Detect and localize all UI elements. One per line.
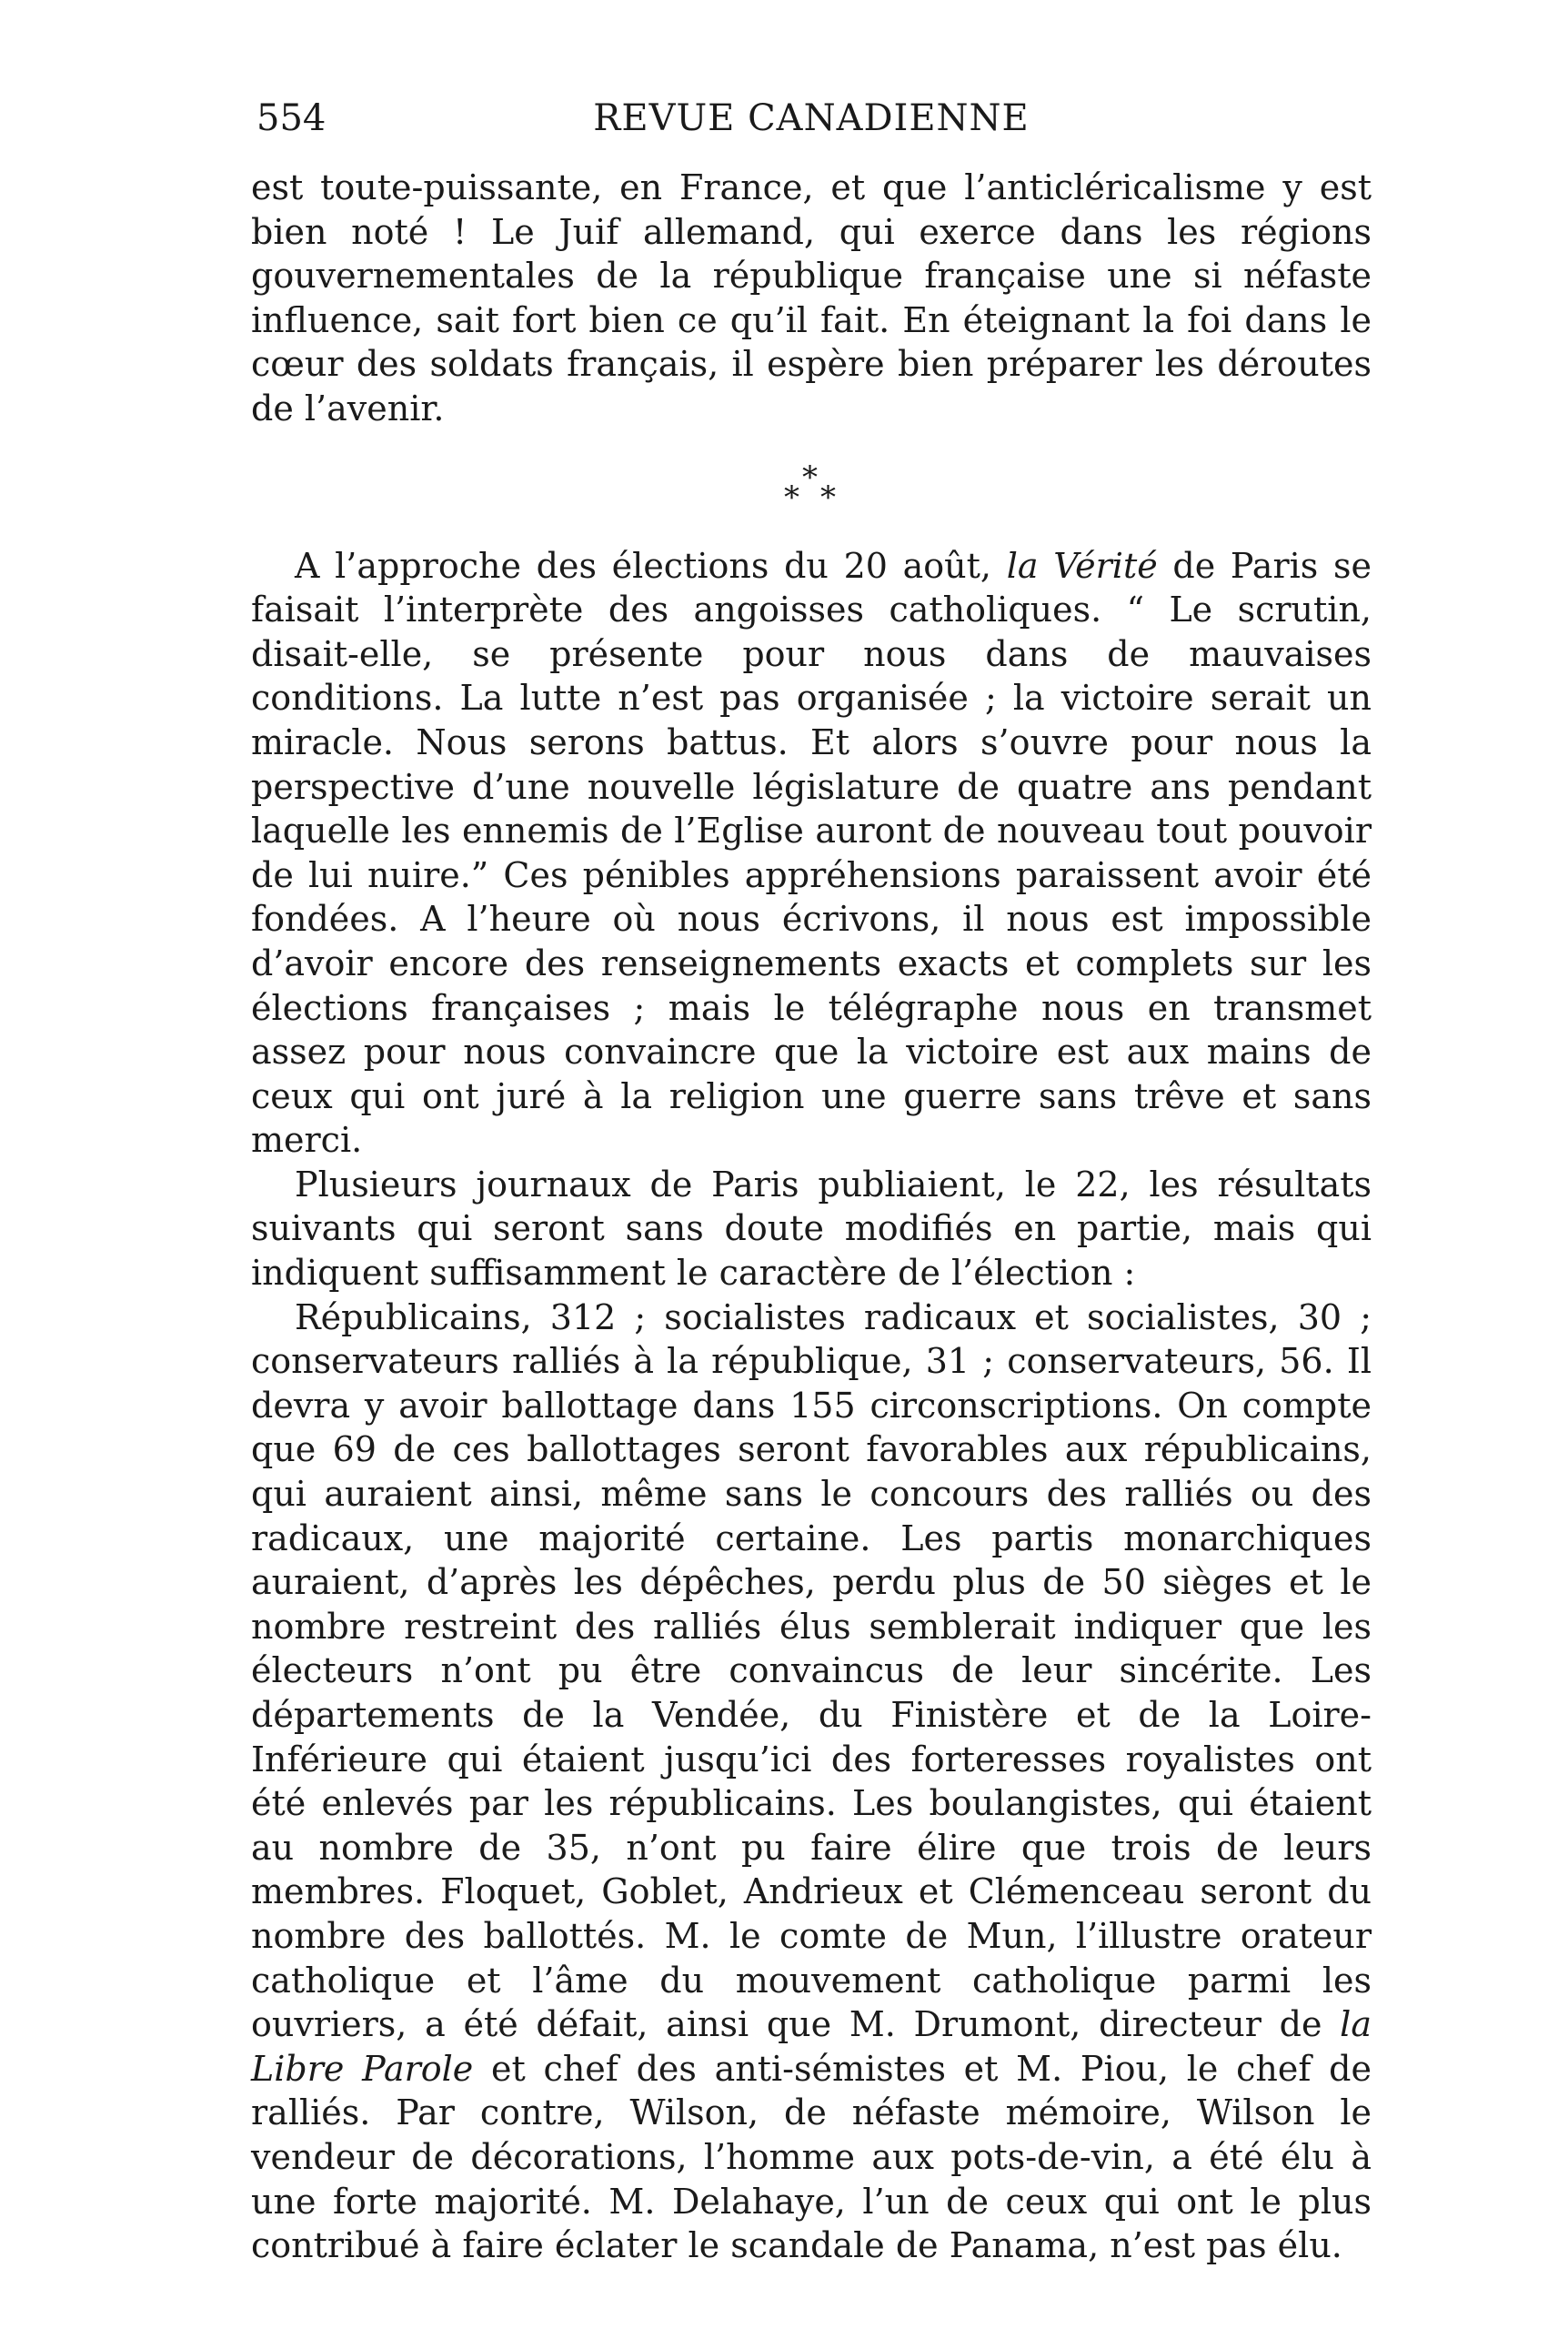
asterism-star-top: *	[802, 459, 818, 496]
paragraph-2-part-c: de Paris se faisait l’interprète des angoisses catholiques. “ Le scrutin, disait-elle, se présente pour nous dans de mauvaises conditions. La lutte n’est pas organisée ; la victoire serait un miracle. Nous serons battus. Et alors s’ouvre pour nous la perspective d’une nouvelle législature de quatre ans pendant laquelle les ennemis de l’Eglise auront de nouveau tout pouvoir de lui nuire.” Ces pénibles appréhensions paraissent avoir été fondées. A l’heure où nous écrivons, il nous est impossible d’avoir encore des renseignements exacts et complets sur les élections françaises ; mais le télégraphe nous en transmet assez pour nous convaincre que la victoire est aux mains de ceux qui ont juré à la religion une guerre sans trêve et sans merci.	[251, 545, 1372, 1161]
newspaper-title-la-verite: la Vérité	[1006, 545, 1158, 586]
paragraph-1: est toute-puissante, en France, et que l’anticléricalisme y est bien noté ! Le Juif allemand, qui exerce dans les régions gouvernementales de la république française une si néfaste influence, sait fort bien ce qu’il fait. En éteignant la foi dans le cœur des soldats français, il espère bien préparer les déroutes de l’avenir.	[251, 167, 1372, 428]
asterism-star-left: *	[784, 479, 799, 516]
paragraph-2	[251, 544, 1372, 1163]
asterism-separator	[251, 457, 1372, 537]
paragraph-4	[251, 1295, 1372, 2268]
page-header	[251, 91, 1372, 146]
newspaper-title-libre-parole: la Libre Parole	[251, 2004, 1372, 2089]
paragraph-4-part-a: Républicains, 312 ; socialistes radicaux et socialistes, 30 ; conservateurs ralliés à la république, 31 ; conservateurs, 56. Il devra y avoir ballottage dans 155 circonscriptions. On compte que 69 de ces ballottages seront favorables aux républicains, qui auraient ainsi, même sans le concours des ralliés ou des radicaux, une majorité certaine. Les partis monarchiques auraient, d’après les dépêches, perdu plus de 50 sièges et le nombre restreint des ralliés élus semblerait indiquer que les électeurs n’ont pu être convaincus de leur sincérite. Les départements de la Vendée, du Finistère et de la Loire-Inférieure qui étaient jusqu’ici des forteresses royalistes ont été enlevés par les républicains. Les boulangistes, qui étaient au nombre de 35, n’ont pu faire élire que trois de leurs membres. Floquet, Goblet, Andrieux et Clémenceau seront du nombre des ballottés. M. le comte de Mun, l’illustre orateur catholique et l’âme du mouvement catholique parmi les ouvriers, a été défait, ainsi que M. Drumont, directeur de	[251, 1296, 1372, 2045]
paragraph-4-part-c: et chef des anti-sémistes et M. Piou, le chef de ralliés. Par contre, Wilson, de néfaste mémoire, Wilson le vendeur de décorations, l’homme aux pots-de-vin, a été élu à une forte majorité. M. Delahaye, l’un de ceux qui ont le plus contribué à faire éclater le scandale de Panama, n’est pas élu.	[251, 2048, 1372, 2266]
paragraph-2-part-a: A l’approche des élections du 20 août,	[295, 545, 991, 586]
paragraph-3: Plusieurs journaux de Paris publiaient, le 22, les résultats suivants qui seront sans doute modifiés en partie, mais qui indiquent suffisamment le caractère de l’élection :	[251, 1164, 1372, 1294]
running-title: REVUE CANADIENNE	[593, 97, 1030, 139]
page	[251, 91, 1372, 2268]
asterism-star-right: *	[820, 479, 836, 516]
page-number: 554	[256, 97, 327, 139]
